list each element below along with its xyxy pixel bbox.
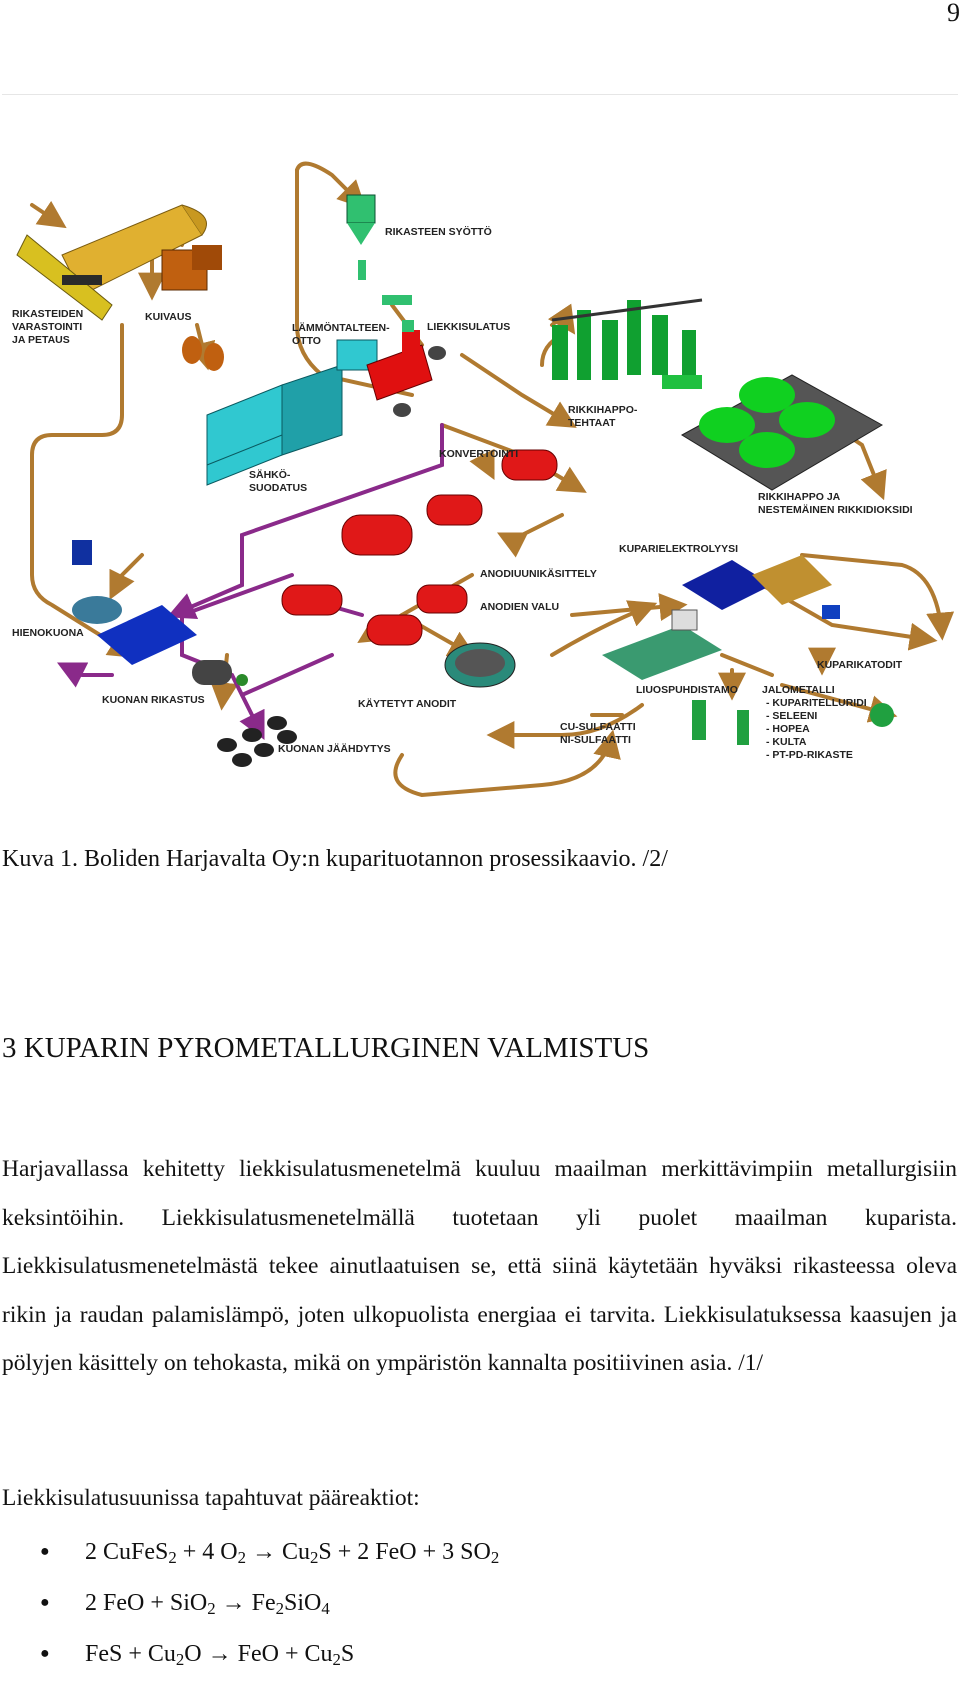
label-jalometalli-1: - KUPARITELLURIDI (766, 697, 867, 709)
label-konvertointi: KONVERTOINTI (439, 448, 519, 460)
reaction-list (40, 1532, 499, 1685)
process-diagram (2, 94, 958, 825)
label-kuivaus: KUIVAUS (145, 311, 192, 323)
reaction-item: ● 2 FeO + $SiO_2 \to Fe_2SiO_4$ (40, 1583, 499, 1634)
heat-recovery-boiler (207, 340, 377, 485)
body-paragraph: Harjavallassa kehitetty liekkisulatusmenetelmä kuuluu maailman merkittävimpiin metallurgisiin keksintöihin. Liekkisulatusmenetelmällä tuotetaan yli puolet maailman kuparista. Liekkisulatusmenetelmästä tekee ainutlaatuisen se, että siinä käytetään hyväksi rikasteessa oleva rikin ja raudan palamislämpö, joten ulkopuolista energiaa ei tarvita. Liekkisulatuksessa kaasujen ja pölyjen käsittely on tehokasta, mikä on ympäristön kannalta positiivinen asia. /1/ (2, 1156, 957, 1376)
label-anodiuuni: ANODIUUNIKÄSITTELY (480, 568, 597, 580)
label-jalometalli-4: - KULTA (766, 736, 807, 748)
label-lammon-2: OTTO (292, 335, 321, 347)
label-anodien-valu: ANODIEN VALU (480, 601, 560, 613)
label-syotto: RIKASTEEN SYÖTTÖ (385, 226, 492, 238)
concentrate-feed (347, 195, 414, 332)
label-rikasteiden-2: VARASTOINTI (12, 321, 83, 333)
label-sahko-1: SÄHKÖ- (249, 469, 291, 481)
label-kuonan-rikastus: KUONAN RIKASTUS (102, 694, 205, 706)
anode-casting-wheel (445, 643, 515, 687)
slag-concentration (72, 540, 248, 686)
label-rikkihappotehtaat-2: TEHTAAT (568, 417, 616, 429)
label-jalometalli-2: - SELEENI (766, 710, 818, 722)
converters (282, 450, 560, 645)
label-liuos: LIUOSPUHDISTAMO (636, 684, 738, 696)
label-lammon-1: LÄMMÖNTALTEEN- (292, 322, 390, 334)
label-liekkisulatus: LIEKKISULATUS (427, 321, 511, 333)
label-kuparielektrolyysi: KUPARIELEKTROLYYSI (619, 543, 739, 555)
label-sahko-2: SUODATUS (249, 482, 308, 494)
label-rikkihappotehtaat-1: RIKKIHAPPO- (568, 404, 638, 416)
reaction-item: ● FeS + $Cu_2O$ → FeO + $Cu_2S$ (40, 1634, 499, 1685)
copper-electrolysis (602, 555, 840, 680)
label-jalometalli-5: - PT-PD-RIKASTE (766, 749, 853, 761)
label-jalometalli-3: - HOPEA (766, 723, 810, 735)
section-heading: 3 KUPARIN PYROMETALLURGINEN VALMISTUS (2, 1032, 650, 1064)
label-kuparikatodit: KUPARIKATODIT (817, 659, 903, 671)
label-rikasteiden-3: JA PETAUS (12, 334, 70, 346)
label-sulfaatti-1: CU-SULFAATTI (560, 721, 636, 733)
acid-storage-tanks (682, 375, 882, 490)
label-rikkihappo-1: RIKKIHAPPO JA (758, 491, 841, 503)
label-jalometalli-0: JALOMETALLI (762, 684, 835, 696)
flash-smelting-furnace (367, 330, 446, 417)
reactions-intro: Liekkisulatusuunissa tapahtuvat pääreaktiot: (2, 1485, 420, 1511)
dryer (162, 245, 224, 371)
sulphuric-acid-plants (552, 300, 702, 389)
figure-caption: Kuva 1. Boliden Harjavalta Oy:n kuparituotannon prosessikaavio. /2/ (2, 846, 668, 872)
reaction-item: ● 2 CuFeS$_2$ + 4 $O_2 \to Cu_2S + 2$ FeO + 3 $SO_2$ (40, 1532, 499, 1583)
label-kaytetyt: KÄYTETYT ANODIT (358, 698, 457, 710)
process-diagram-svg (2, 95, 958, 825)
label-kuonan-jaahdytys: KUONAN JÄÄHDYTYS (278, 743, 391, 755)
label-sulfaatti-2: NI-SULFAATTI (560, 734, 631, 746)
page-number: 9 (947, 0, 960, 27)
label-hienokuona: HIENOKUONA (12, 627, 84, 639)
label-rikkihappo-2: NESTEMÄINEN RIKKIDIOKSIDI (758, 504, 913, 516)
label-rikasteiden-1: RIKASTEIDEN (12, 308, 84, 320)
